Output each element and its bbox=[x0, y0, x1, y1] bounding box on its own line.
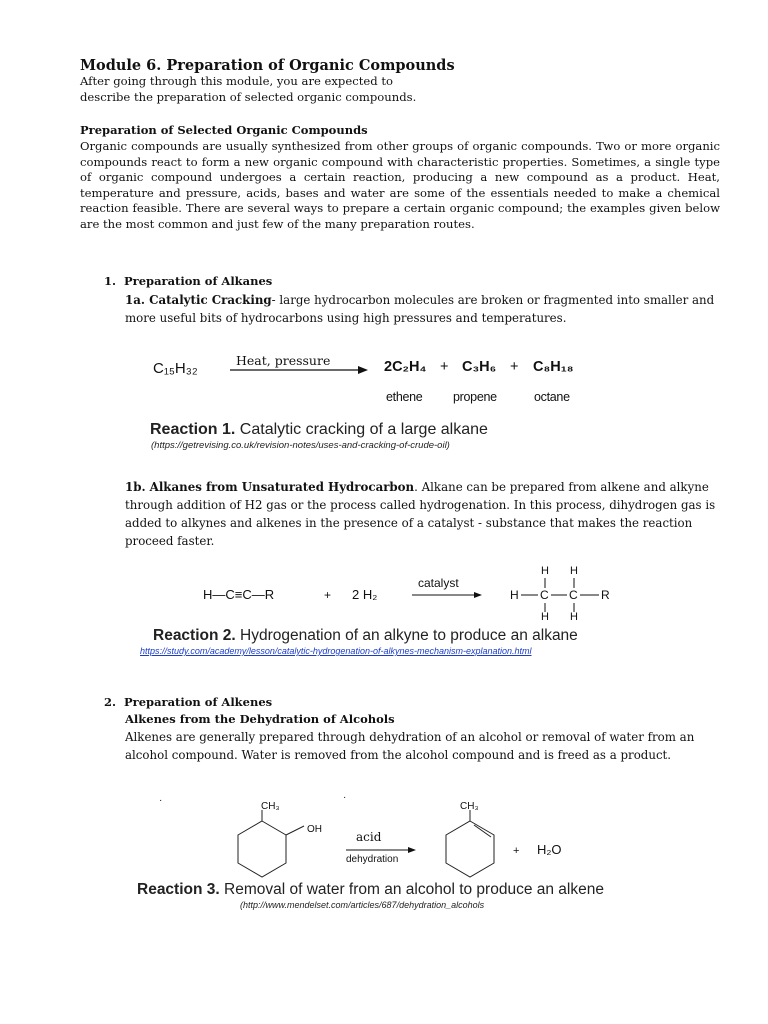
reaction1-product-2: C₃H₆ bbox=[462, 359, 497, 375]
unsaturated-hydrocarbon-title: 1b. Alkanes from Unsaturated Hydrocarbon bbox=[125, 480, 415, 494]
alkanes-heading bbox=[104, 274, 272, 288]
reaction2-caption bbox=[153, 627, 578, 645]
reaction2-product-h-top-2: H bbox=[570, 565, 578, 577]
reaction2-product-c-1: C bbox=[540, 588, 549, 602]
reaction3-ch3-right: CH₃ bbox=[460, 801, 479, 812]
reaction1-product-1: 2C₂H₄ bbox=[384, 359, 427, 375]
reaction3-dot-left: · bbox=[159, 795, 163, 806]
reaction3-oh: OH bbox=[307, 824, 322, 835]
module-title: Module 6. Preparation of Organic Compounds bbox=[80, 57, 455, 74]
reaction2-product-h-top-1: H bbox=[541, 565, 549, 577]
reaction2-caption-label: Reaction 2. bbox=[153, 627, 236, 644]
alkenes-heading bbox=[104, 695, 272, 709]
reaction3-arrow-top: acid bbox=[356, 830, 382, 844]
reaction1-arrow bbox=[230, 364, 370, 376]
reaction1-plus-1: + bbox=[440, 359, 449, 375]
alkanes-heading-text: Preparation of Alkanes bbox=[124, 274, 273, 288]
section-paragraph: Organic compounds are usually synthesized from other groups of organic compounds. Two or more organic compounds react to form a new organic compound with characteristic properties. Sometimes, a single type of organic compound undergoes a certain reaction, producing a new compound as a product. Heat, temperature and pressure, acids, bases and water are some of the essentials needed to make a chemical reaction feasible. There are several ways to prepare a certain organic compound; the examples given below are the most common and just few of the many preparation routes. bbox=[80, 139, 720, 231]
reaction3-arrow-bottom: dehydration bbox=[346, 854, 399, 865]
alkenes-number: 2. bbox=[104, 695, 117, 709]
reaction3-caption-label: Reaction 3. bbox=[137, 881, 220, 898]
unsaturated-hydrocarbon-text: . Alkane can be prepared from alkene and alkyne through addition of H2 gas or the process called hydrogenation. In this process, dihydrogen gas is added to alkynes and alkenes in the presence of a catalyst - substance that makes the reaction proceed faster. bbox=[125, 480, 716, 548]
catalytic-cracking-text: - large hydrocarbon molecules are broken or fragmented into smaller and more useful bits of hydrocarbons using high pressures and temperatures. bbox=[125, 293, 715, 325]
reaction3-caption bbox=[137, 881, 604, 899]
reaction1-name-octane: octane bbox=[534, 390, 570, 404]
unsaturated-hydrocarbon-paragraph bbox=[125, 478, 725, 550]
reaction2-hydrogen: 2 H₂ bbox=[352, 587, 378, 602]
reaction2-arrow-label: catalyst bbox=[418, 576, 459, 590]
reaction2-plus: + bbox=[324, 588, 332, 602]
reaction1-reactant: C₁₅H₃₂ bbox=[153, 360, 198, 377]
catalytic-cracking-title: 1a. Catalytic Cracking bbox=[125, 293, 272, 307]
reaction1-product-3: C₈H₁₈ bbox=[533, 359, 574, 375]
reaction3-water: H₂O bbox=[537, 842, 562, 857]
reaction3-structures bbox=[230, 795, 590, 885]
reaction1-caption bbox=[150, 421, 488, 439]
reaction3-plus: + bbox=[513, 845, 520, 857]
reaction1-name-ethene: ethene bbox=[386, 390, 423, 404]
reaction2-product-h-bottom-1: H bbox=[541, 611, 549, 623]
catalytic-cracking-paragraph bbox=[125, 291, 725, 327]
intro-line-2: describe the preparation of selected organic compounds. bbox=[80, 89, 417, 104]
reaction3-ch3-left: CH₃ bbox=[261, 801, 280, 812]
reaction3-source: (http://www.mendelset.com/articles/687/dehydration_alcohols bbox=[240, 900, 485, 910]
alkanes-number: 1. bbox=[104, 274, 117, 288]
reaction1-source: (https://getrevising.co.uk/revision-notes/uses-and-cracking-of-crude-oil) bbox=[151, 440, 450, 451]
alkenes-paragraph: Alkenes are generally prepared through dehydration of an alcohol or removal of water from an alcohol compound. Water is removed from the alcohol compound and is freed as a product. bbox=[125, 730, 695, 762]
reaction1-caption-label: Reaction 1. bbox=[150, 421, 236, 438]
reaction1-plus-2: + bbox=[510, 359, 519, 375]
alkenes-subheading: Alkenes from the Dehydration of Alcohols bbox=[125, 712, 395, 726]
reaction2-product-c-2: C bbox=[569, 588, 578, 602]
reaction1-name-propene: propene bbox=[453, 390, 497, 404]
reaction3-dot-right: · bbox=[343, 792, 347, 803]
reaction2-product-r: R bbox=[601, 588, 610, 602]
reaction2-product-bonds bbox=[505, 563, 615, 629]
reaction2-caption-text: Hydrogenation of an alkyne to produce an alkane bbox=[235, 627, 578, 644]
alkenes-heading-text: Preparation of Alkenes bbox=[124, 695, 273, 709]
reaction2-arrow bbox=[412, 590, 484, 600]
reaction2-product-h-bottom-2: H bbox=[570, 611, 578, 623]
reaction2-alkyne: H—C≡C—R bbox=[203, 587, 275, 602]
reaction3-caption-text: Removal of water from an alcohol to produce an alkene bbox=[219, 881, 604, 898]
section-heading: Preparation of Selected Organic Compounds bbox=[80, 123, 368, 137]
reaction2-source-link[interactable]: https://study.com/academy/lesson/catalytic-hydrogenation-of-alkynes-mechanism-explanation.html bbox=[140, 646, 532, 656]
reaction2-product-h-left: H bbox=[510, 588, 519, 602]
intro-line-1: After going through this module, you are expected to bbox=[80, 74, 393, 88]
reaction1-arrow-label: Heat, pressure bbox=[236, 353, 331, 368]
reaction1-caption-text: Catalytic cracking of a large alkane bbox=[235, 421, 488, 438]
intro-text bbox=[80, 74, 700, 105]
